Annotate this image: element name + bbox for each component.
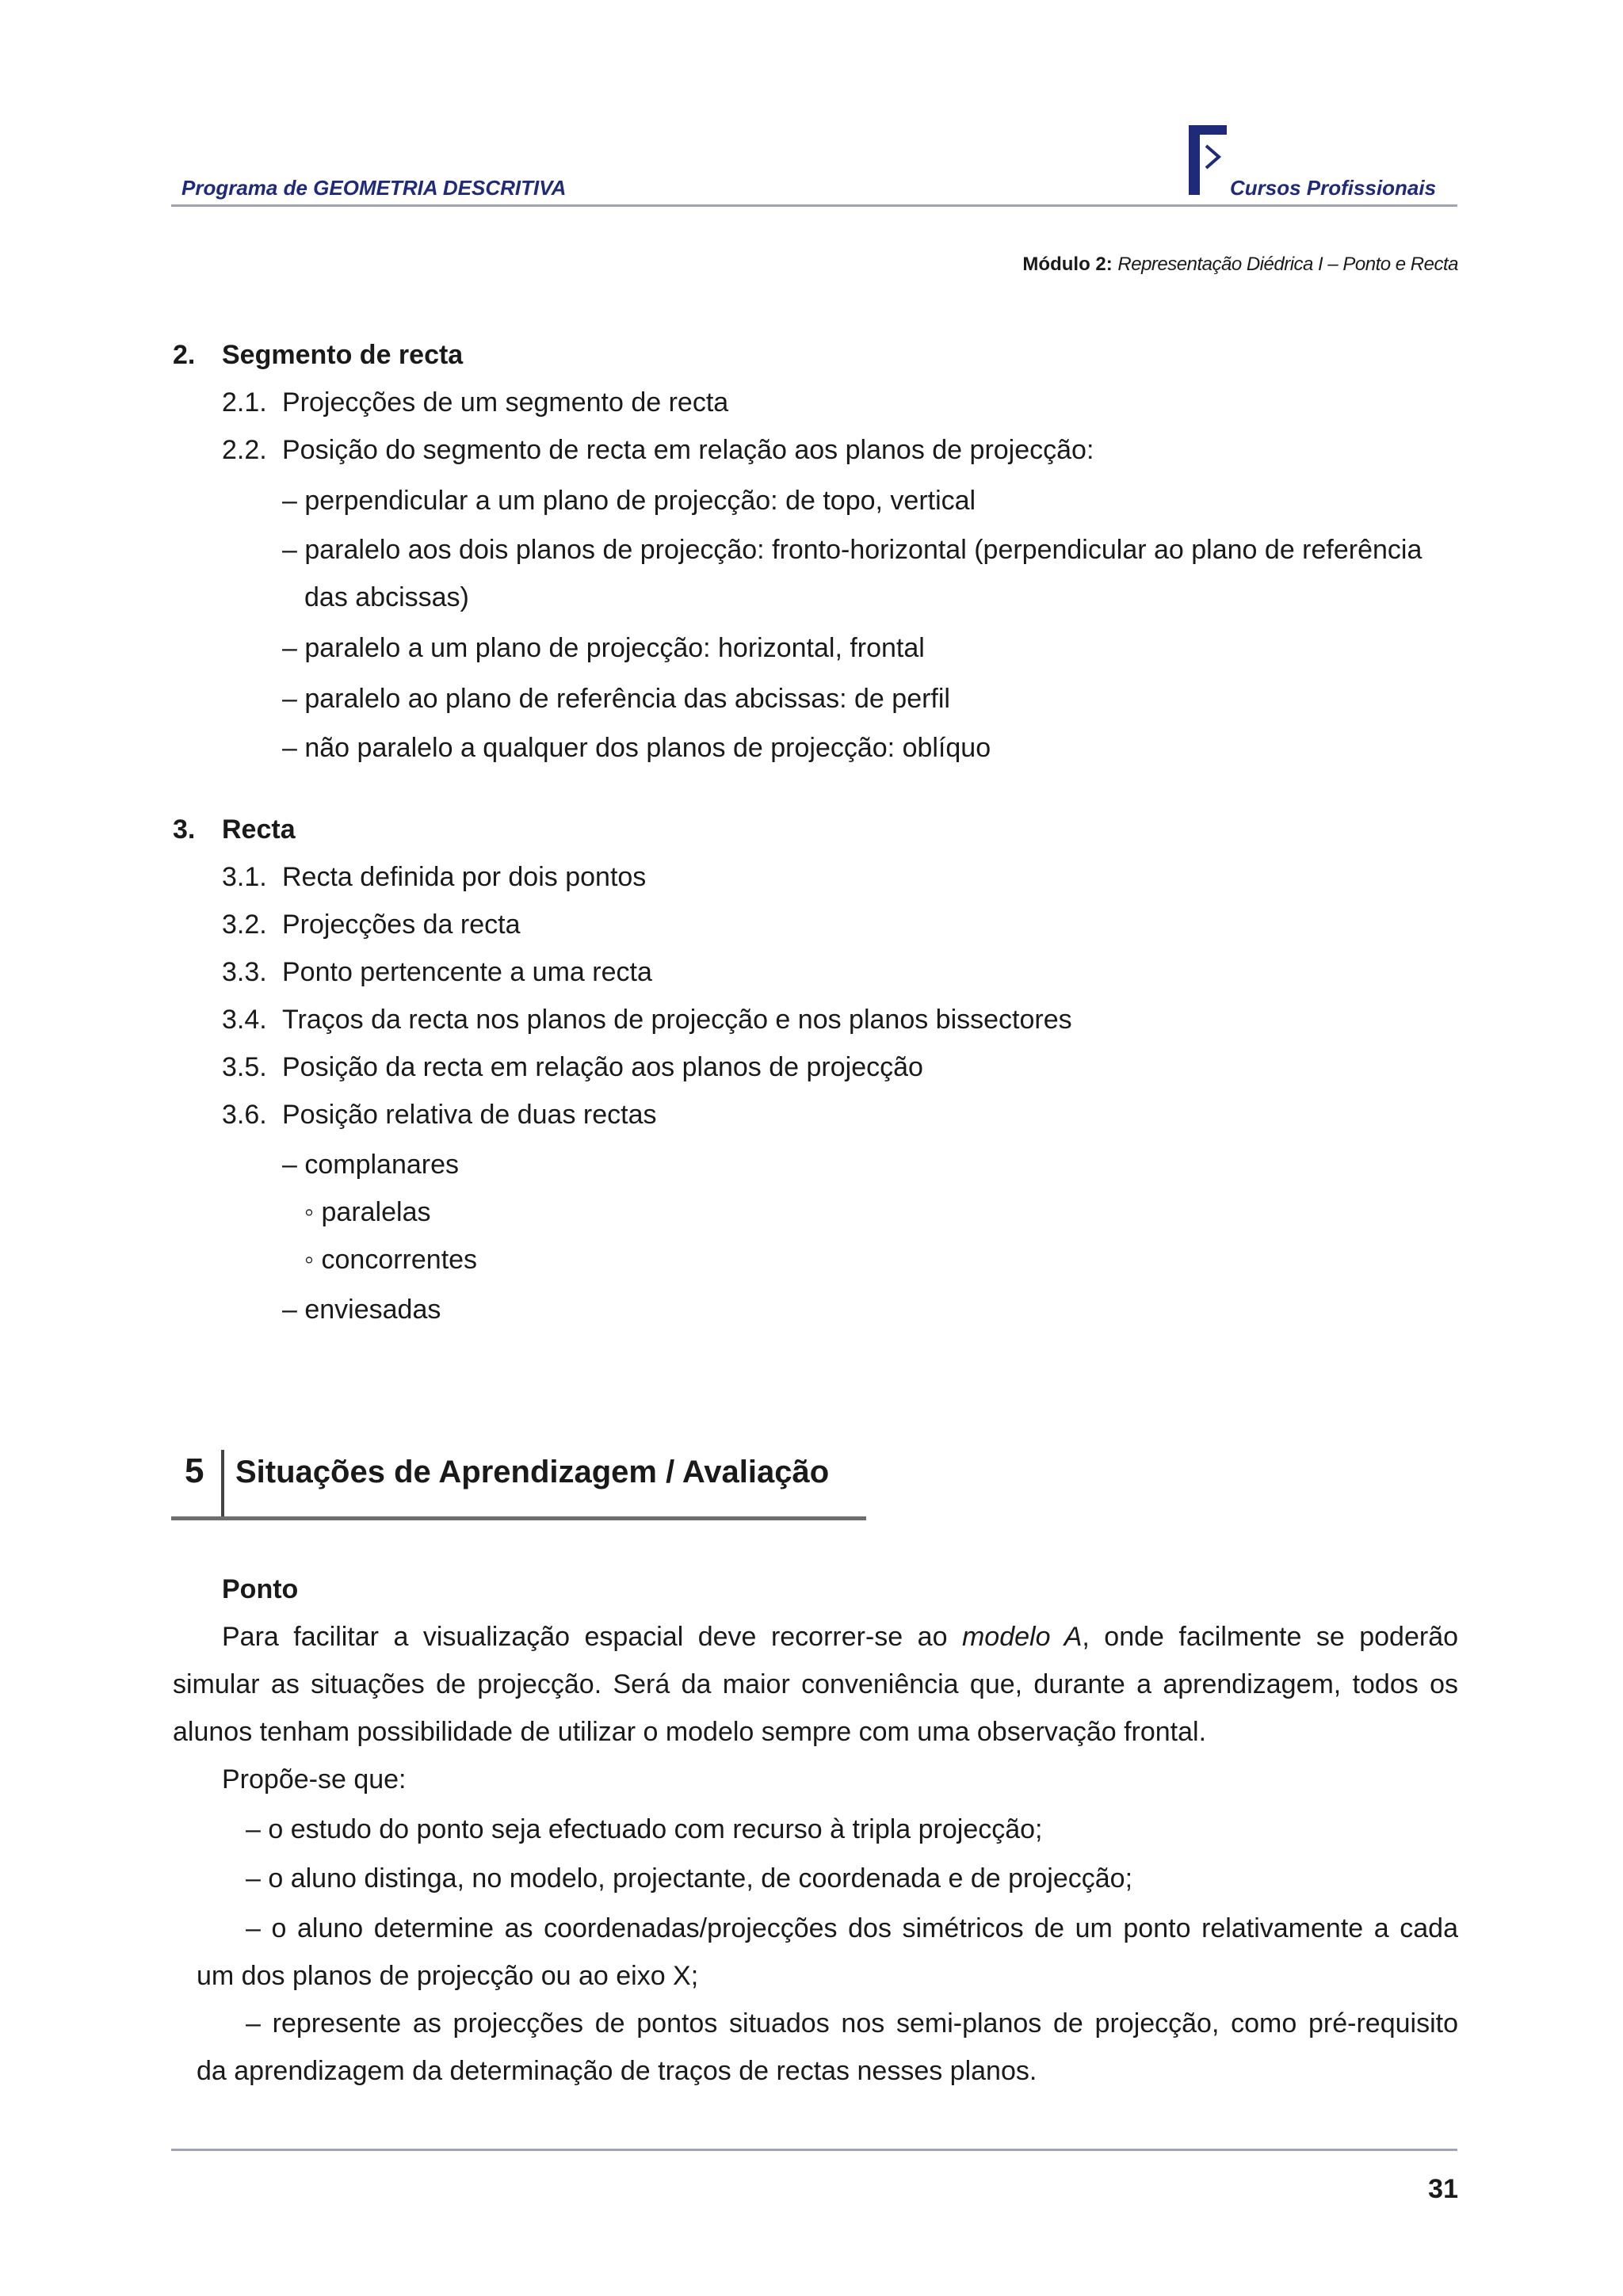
section-3-number: 3.	[173, 814, 196, 845]
paragraph-line: Propõe-se que:	[222, 1764, 407, 1794]
section-3-heading	[173, 814, 296, 845]
bullet-item: – não paralelo a qualquer dos planos de projecção: oblíquo	[282, 733, 991, 763]
bullet-item: – complanares	[282, 1150, 460, 1180]
section-2-number: 2.	[173, 340, 196, 370]
sub-bullet-item: ◦ paralelas	[304, 1197, 431, 1227]
list-item-continuation: da aprendizagem da determinação de traços de rectas nesses planos.	[197, 2056, 1037, 2086]
brand-name: Cursos Profissionais	[1230, 176, 1437, 200]
footer-divider	[171, 2149, 1457, 2151]
list-item: – represente as projecções de pontos situados nos semi-planos de projecção, como pré-requisito	[246, 2008, 1458, 2039]
list-item: 2.2. Posição do segmento de recta em relação aos planos de projecção:	[222, 435, 1094, 465]
section-2-title: Segmento de recta	[222, 340, 464, 370]
cursos-profissionais-logo	[1189, 125, 1227, 195]
list-item: 3.2. Projecções da recta	[222, 910, 521, 940]
bullet-item: – paralelo a um plano de projecção: horizontal, frontal	[282, 633, 925, 663]
section-5-number: 5	[185, 1451, 204, 1490]
paragraph-line: alunos tenham possibilidade de utilizar o modelo sempre com uma observação frontal.	[173, 1717, 1207, 1747]
list-item: – o estudo do ponto seja efectuado com recurso à tripla projecção;	[246, 1814, 1043, 1844]
section-5-underline	[171, 1516, 866, 1520]
list-item-continuation: um dos planos de projecção ou ao eixo X;	[197, 1961, 699, 1991]
page-number: 31	[1428, 2174, 1458, 2204]
module-title: Representação Diédrica I – Ponto e Recta	[1117, 254, 1458, 275]
bullet-item: – enviesadas	[282, 1295, 441, 1325]
paragraph-line: Para facilitar a visualização espacial deve recorrer-se ao modelo A, onde facilmente se poderão	[222, 1622, 1459, 1652]
list-item: – o aluno determine as coordenadas/projecções dos simétricos de um ponto relativamente a cada	[246, 1913, 1458, 1943]
list-item: 2.1. Projecções de um segmento de recta	[222, 387, 729, 418]
list-item: 3.6. Posição relativa de duas rectas	[222, 1100, 657, 1130]
bullet-item: – perpendicular a um plano de projecção: de topo, vertical	[282, 486, 976, 516]
list-item: 3.3. Ponto pertencente a uma recta	[222, 957, 652, 987]
subsection-title: Ponto	[222, 1574, 299, 1604]
section-5-separator	[221, 1450, 224, 1520]
list-item: 3.5. Posição da recta em relação aos planos de projecção	[222, 1052, 923, 1082]
list-item: 3.4. Traços da recta nos planos de projecção e nos planos bissectores	[222, 1005, 1072, 1035]
list-item: 3.1. Recta definida por dois pontos	[222, 862, 647, 892]
section-2-heading	[173, 339, 463, 371]
section-3-title: Recta	[222, 814, 296, 845]
module-heading	[1022, 254, 1458, 276]
section-5-title: Situações de Aprendizagem / Avaliação	[235, 1455, 830, 1489]
sub-bullet-item: ◦ concorrentes	[304, 1245, 478, 1275]
emphasis: modelo A	[961, 1622, 1083, 1652]
header-divider	[171, 204, 1457, 207]
list-item: – o aluno distinga, no modelo, projectante, de coordenada e de projecção;	[246, 1863, 1133, 1894]
bullet-item: – paralelo ao plano de referência das abcissas: de perfil	[282, 684, 950, 714]
bullet-item: – paralelo aos dois planos de projecção: fronto-horizontal (perpendicular ao plano de referência	[282, 535, 1423, 565]
program-title: Programa de GEOMETRIA DESCRITIVA	[181, 176, 567, 200]
bullet-item-continuation: das abcissas)	[304, 582, 469, 612]
paragraph-line: simular as situações de projecção. Será da maior conveniência que, durante a aprendizagem, todos os	[173, 1669, 1458, 1699]
module-label: Módulo 2:	[1022, 254, 1113, 275]
